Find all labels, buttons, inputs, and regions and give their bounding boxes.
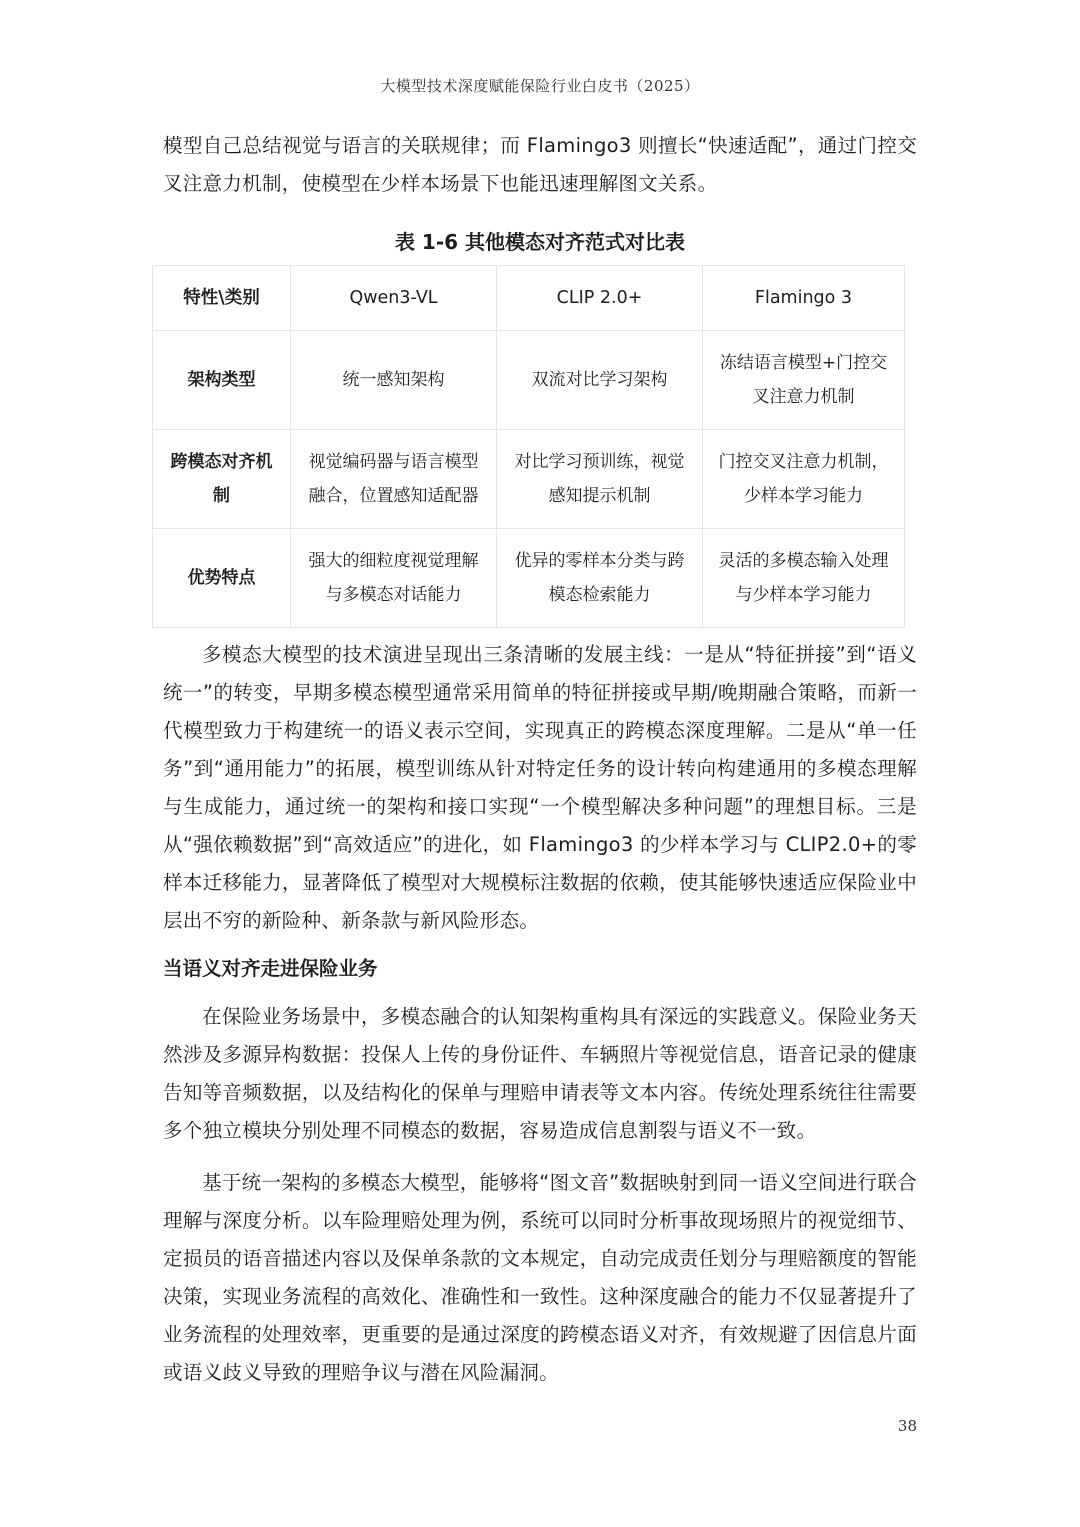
trends-paragraph: 多模态大模型的技术演进呈现出三条清晰的发展主线：一是从“特征拼接”到“语义统一”的转变，早期多模态模型通常采用简单的特征拼接或早期/晚期融合策略，而新一代模型致力于构建统一的语义表示空间，实现真正的跨模态深度理解。二是从“单一任务”到“通用能力”的拓展，模型训练从针对特定任务的设计转向构建通用的多模态理解与生成能力，通过统一的架构和接口实现“一个模型解决多种问题”的理想目标。三是从“强依赖数据”到“高效适应”的进化，如 Flamingo3 的少样本学习与 CLIP2.0+的零样本迁移能力，显著降低了模型对大规模标注数据的依赖，使其能够快速适应保险业中层出不穷的新险种、新条款与新风险形态。 [163, 643, 917, 932]
table-row [153, 529, 905, 628]
table-header-row [153, 266, 905, 331]
table-row-header: 跨模态对齐机制 [153, 430, 291, 529]
table-header-cell: CLIP 2.0+ [497, 266, 703, 331]
table-cell: 对比学习预训练，视觉感知提示机制 [497, 430, 703, 529]
section-paragraph: 基于统一架构的多模态大模型，能够将“图文音”数据映射到同一语义空间进行联合理解与深度分析。以车险理赔处理为例，系统可以同时分析事故现场照片的视觉细节、定损员的语音描述内容以及保单条款的文本规定，自动完成责任划分与理赔额度的智能决策，实现业务流程的高效化、准确性和一致性。这种深度融合的能力不仅显著提升了业务流程的处理效率，更重要的是通过深度的跨模态语义对齐，有效规避了因信息片面或语义歧义导致的理赔争议与潜在风险漏洞。 [163, 1171, 917, 1384]
table-cell: 强大的细粒度视觉理解与多模态对话能力 [291, 529, 497, 628]
table-row-header: 架构类型 [153, 331, 291, 430]
table-cell: 视觉编码器与语言模型融合，位置感知适配器 [291, 430, 497, 529]
running-header: 大模型技术深度赋能保险行业白皮书（2025） [380, 77, 700, 95]
table-cell: 冻结语言模型+门控交叉注意力机制 [703, 331, 905, 430]
page-number: 38 [897, 1417, 917, 1435]
table-row [153, 430, 905, 529]
intro-paragraph: 模型自己总结视觉与语言的关联规律；而 Flamingo3 则擅长“快速适配”，通过门控交叉注意力机制，使模型在少样本场景下也能迅速理解图文关系。 [163, 134, 917, 195]
comparison-table [152, 265, 905, 628]
page-content [163, 127, 917, 1384]
table-row-header: 优势特点 [153, 529, 291, 628]
table-header-cell: Flamingo 3 [703, 266, 905, 331]
table-cell: 灵活的多模态输入处理与少样本学习能力 [703, 529, 905, 628]
table-cell: 统一感知架构 [291, 331, 497, 430]
table-row [153, 331, 905, 430]
section-heading: 当语义对齐走进保险业务 [163, 957, 378, 980]
table-header-cell: Qwen3-VL [291, 266, 497, 331]
post-table-content [163, 636, 917, 1392]
table-cell: 优异的零样本分类与跨模态检索能力 [497, 529, 703, 628]
table-cell: 双流对比学习架构 [497, 331, 703, 430]
table-caption: 表 1-6 其他模态对齐范式对比表 [394, 230, 686, 254]
table-header-cell: 特性\类别 [153, 266, 291, 331]
paragraph-spacer [163, 1150, 917, 1164]
section-paragraph: 在保险业务场景中，多模态融合的认知架构重构具有深远的实践意义。保险业务天然涉及多源异构数据：投保人上传的身份证件、车辆照片等视觉信息，语音记录的健康告知等音频数据，以及结构化的保单与理赔申请表等文本内容。传统处理系统往往需要多个独立模块分别处理不同模态的数据，容易造成信息割裂与语义不一致。 [163, 1005, 917, 1142]
table-cell: 门控交叉注意力机制，少样本学习能力 [703, 430, 905, 529]
